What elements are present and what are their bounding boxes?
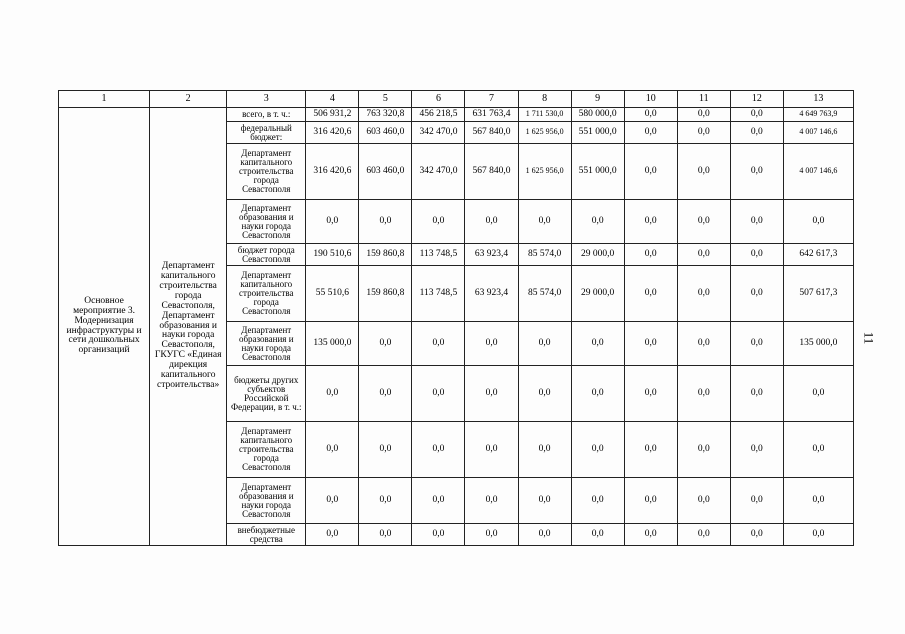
column-header: 3 bbox=[227, 91, 306, 108]
value-cell: 0,0 bbox=[730, 422, 783, 478]
value-cell: 551 000,0 bbox=[571, 122, 624, 144]
column-header: 8 bbox=[518, 91, 571, 108]
value-cell: 342 470,0 bbox=[412, 122, 465, 144]
value-cell: 0,0 bbox=[518, 524, 571, 546]
value-cell: 85 574,0 bbox=[518, 244, 571, 266]
value-cell: 603 460,0 bbox=[359, 144, 412, 200]
executor-cell: Департамент капитального строительства города Севастополя, Департамент образования и науки города Севастополя, ГКУГС «Единая дирекция капитального строительства» bbox=[150, 108, 227, 546]
budget-table bbox=[58, 90, 854, 546]
value-cell: 0,0 bbox=[677, 366, 730, 422]
value-cell: 0,0 bbox=[571, 524, 624, 546]
value-cell: 0,0 bbox=[624, 266, 677, 322]
value-cell: 0,0 bbox=[412, 524, 465, 546]
value-cell: 580 000,0 bbox=[571, 108, 624, 122]
column-header: 7 bbox=[465, 91, 518, 108]
value-cell: 0,0 bbox=[571, 478, 624, 524]
value-cell: 0,0 bbox=[677, 200, 730, 244]
value-cell: 0,0 bbox=[677, 478, 730, 524]
column-header: 10 bbox=[624, 91, 677, 108]
value-cell: 0,0 bbox=[730, 266, 783, 322]
value-cell: 0,0 bbox=[783, 200, 853, 244]
value-cell: 63 923,4 bbox=[465, 266, 518, 322]
value-cell: 631 763,4 bbox=[465, 108, 518, 122]
value-cell: 29 000,0 bbox=[571, 266, 624, 322]
value-cell: 0,0 bbox=[412, 200, 465, 244]
value-cell: 0,0 bbox=[518, 366, 571, 422]
value-cell: 1 625 956,0 bbox=[518, 144, 571, 200]
activity-name-cell: Основное мероприятие 3. Модернизация инфраструктуры и сети дошкольных организаций bbox=[59, 108, 150, 546]
value-cell: 0,0 bbox=[677, 144, 730, 200]
value-cell: 0,0 bbox=[624, 524, 677, 546]
page-number: 11 bbox=[861, 331, 877, 345]
column-header: 5 bbox=[359, 91, 412, 108]
column-header: 11 bbox=[677, 91, 730, 108]
value-cell: 0,0 bbox=[677, 108, 730, 122]
table-row bbox=[59, 108, 854, 122]
value-cell: 0,0 bbox=[783, 524, 853, 546]
funding-source-cell: внебюджетные средства bbox=[227, 524, 306, 546]
funding-source-cell: бюджет города Севастополя bbox=[227, 244, 306, 266]
value-cell: 0,0 bbox=[306, 200, 359, 244]
value-cell: 0,0 bbox=[518, 322, 571, 366]
value-cell: 0,0 bbox=[677, 244, 730, 266]
funding-source-cell: всего, в т. ч.: bbox=[227, 108, 306, 122]
column-header: 13 bbox=[783, 91, 853, 108]
funding-source-cell: Департамент образования и науки города Севастополя bbox=[227, 322, 306, 366]
value-cell: 0,0 bbox=[624, 122, 677, 144]
value-cell: 0,0 bbox=[677, 122, 730, 144]
funding-source-cell: бюджеты других субъектов Российской Федерации, в т. ч.: bbox=[227, 366, 306, 422]
value-cell: 506 931,2 bbox=[306, 108, 359, 122]
value-cell: 0,0 bbox=[730, 244, 783, 266]
value-cell: 0,0 bbox=[306, 422, 359, 478]
value-cell: 0,0 bbox=[730, 200, 783, 244]
value-cell: 0,0 bbox=[571, 322, 624, 366]
column-header: 12 bbox=[730, 91, 783, 108]
funding-source-cell: Департамент образования и науки города Севастополя bbox=[227, 200, 306, 244]
funding-source-cell: Департамент капитального строительства города Севастополя bbox=[227, 144, 306, 200]
value-cell: 135 000,0 bbox=[783, 322, 853, 366]
value-cell: 0,0 bbox=[359, 478, 412, 524]
value-cell: 0,0 bbox=[412, 322, 465, 366]
value-cell: 159 860,8 bbox=[359, 266, 412, 322]
value-cell: 0,0 bbox=[306, 524, 359, 546]
value-cell: 0,0 bbox=[465, 366, 518, 422]
value-cell: 0,0 bbox=[624, 244, 677, 266]
value-cell: 0,0 bbox=[783, 366, 853, 422]
funding-source-cell: Департамент образования и науки города Севастополя bbox=[227, 478, 306, 524]
value-cell: 0,0 bbox=[783, 422, 853, 478]
funding-source-cell: Департамент капитального строительства города Севастополя bbox=[227, 422, 306, 478]
value-cell: 0,0 bbox=[730, 524, 783, 546]
column-header: 1 bbox=[59, 91, 150, 108]
value-cell: 190 510,6 bbox=[306, 244, 359, 266]
value-cell: 0,0 bbox=[359, 422, 412, 478]
value-cell: 0,0 bbox=[730, 322, 783, 366]
value-cell: 0,0 bbox=[730, 108, 783, 122]
value-cell: 0,0 bbox=[465, 422, 518, 478]
value-cell: 4 007 146,6 bbox=[783, 144, 853, 200]
value-cell: 4 007 146,6 bbox=[783, 122, 853, 144]
table-header-row bbox=[59, 91, 854, 108]
value-cell: 316 420,6 bbox=[306, 144, 359, 200]
value-cell: 159 860,8 bbox=[359, 244, 412, 266]
column-header: 9 bbox=[571, 91, 624, 108]
value-cell: 567 840,0 bbox=[465, 122, 518, 144]
value-cell: 0,0 bbox=[624, 108, 677, 122]
value-cell: 0,0 bbox=[518, 422, 571, 478]
value-cell: 342 470,0 bbox=[412, 144, 465, 200]
value-cell: 63 923,4 bbox=[465, 244, 518, 266]
value-cell: 0,0 bbox=[677, 422, 730, 478]
value-cell: 0,0 bbox=[624, 200, 677, 244]
value-cell: 0,0 bbox=[571, 200, 624, 244]
column-header: 2 bbox=[150, 91, 227, 108]
value-cell: 0,0 bbox=[571, 366, 624, 422]
value-cell: 507 617,3 bbox=[783, 266, 853, 322]
value-cell: 0,0 bbox=[412, 422, 465, 478]
value-cell: 85 574,0 bbox=[518, 266, 571, 322]
value-cell: 567 840,0 bbox=[465, 144, 518, 200]
value-cell: 0,0 bbox=[359, 524, 412, 546]
value-cell: 1 625 956,0 bbox=[518, 122, 571, 144]
value-cell: 0,0 bbox=[518, 200, 571, 244]
value-cell: 0,0 bbox=[730, 122, 783, 144]
funding-source-cell: Департамент капитального строительства города Севастополя bbox=[227, 266, 306, 322]
value-cell: 0,0 bbox=[677, 322, 730, 366]
value-cell: 0,0 bbox=[624, 144, 677, 200]
value-cell: 1 711 530,0 bbox=[518, 108, 571, 122]
value-cell: 0,0 bbox=[359, 366, 412, 422]
value-cell: 0,0 bbox=[306, 478, 359, 524]
value-cell: 0,0 bbox=[571, 422, 624, 478]
value-cell: 0,0 bbox=[359, 322, 412, 366]
value-cell: 4 649 763,9 bbox=[783, 108, 853, 122]
value-cell: 642 617,3 bbox=[783, 244, 853, 266]
value-cell: 0,0 bbox=[730, 144, 783, 200]
value-cell: 0,0 bbox=[465, 322, 518, 366]
value-cell: 456 218,5 bbox=[412, 108, 465, 122]
value-cell: 0,0 bbox=[465, 200, 518, 244]
column-header: 4 bbox=[306, 91, 359, 108]
value-cell: 0,0 bbox=[412, 366, 465, 422]
value-cell: 0,0 bbox=[412, 478, 465, 524]
value-cell: 55 510,6 bbox=[306, 266, 359, 322]
value-cell: 0,0 bbox=[465, 478, 518, 524]
value-cell: 29 000,0 bbox=[571, 244, 624, 266]
column-header: 6 bbox=[412, 91, 465, 108]
funding-source-cell: федеральный бюджет: bbox=[227, 122, 306, 144]
value-cell: 135 000,0 bbox=[306, 322, 359, 366]
value-cell: 113 748,5 bbox=[412, 266, 465, 322]
value-cell: 0,0 bbox=[624, 422, 677, 478]
value-cell: 0,0 bbox=[624, 366, 677, 422]
value-cell: 0,0 bbox=[730, 366, 783, 422]
value-cell: 763 320,8 bbox=[359, 108, 412, 122]
value-cell: 0,0 bbox=[465, 524, 518, 546]
value-cell: 0,0 bbox=[624, 322, 677, 366]
value-cell: 0,0 bbox=[306, 366, 359, 422]
value-cell: 0,0 bbox=[783, 478, 853, 524]
value-cell: 0,0 bbox=[624, 478, 677, 524]
value-cell: 0,0 bbox=[359, 200, 412, 244]
value-cell: 113 748,5 bbox=[412, 244, 465, 266]
value-cell: 0,0 bbox=[730, 478, 783, 524]
value-cell: 0,0 bbox=[677, 266, 730, 322]
value-cell: 0,0 bbox=[518, 478, 571, 524]
value-cell: 316 420,6 bbox=[306, 122, 359, 144]
value-cell: 551 000,0 bbox=[571, 144, 624, 200]
value-cell: 0,0 bbox=[677, 524, 730, 546]
value-cell: 603 460,0 bbox=[359, 122, 412, 144]
